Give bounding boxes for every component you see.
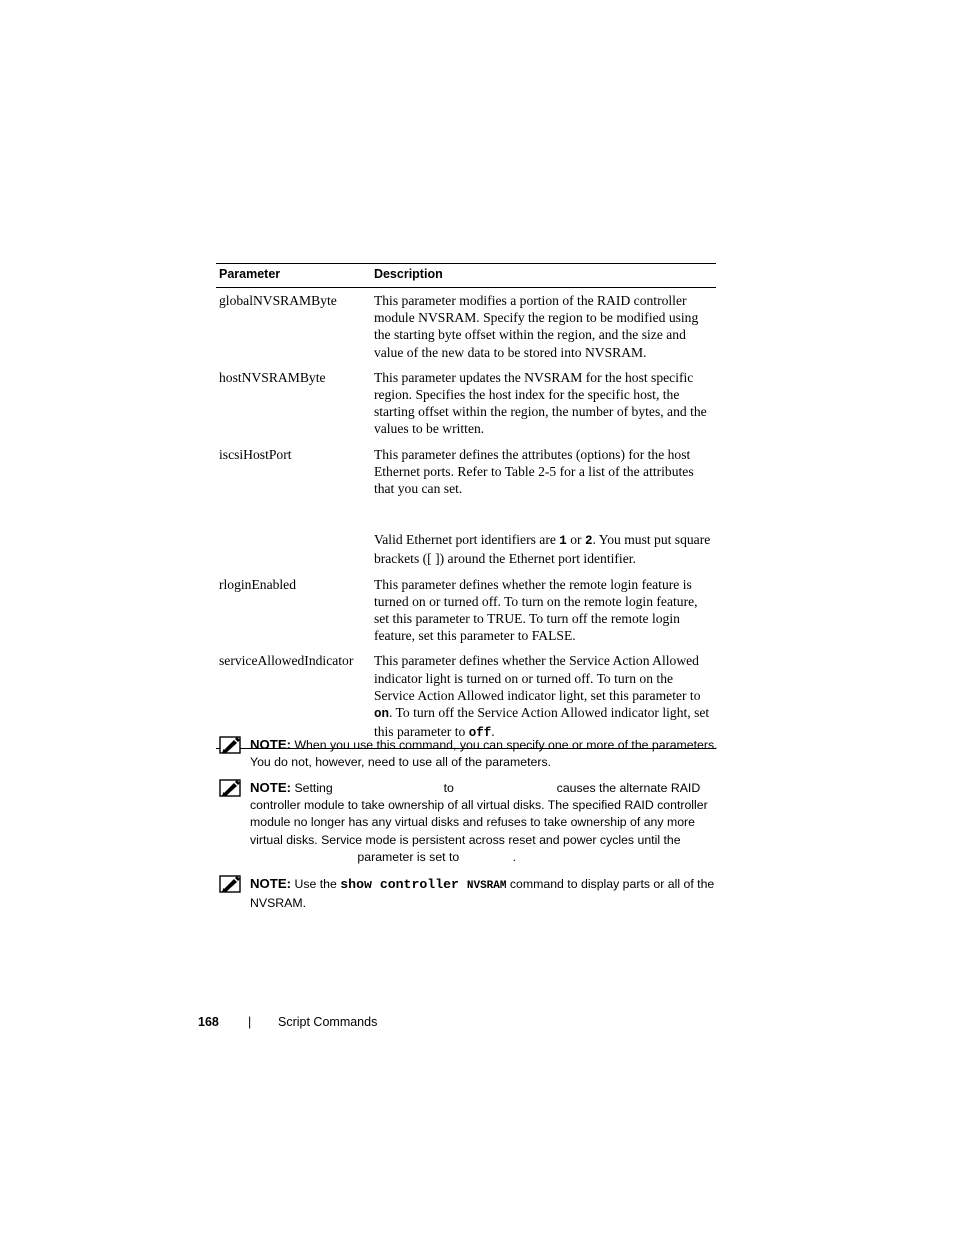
description-text: This parameter defines whether the Service Action Allowed indicator light is turned on or turned off. To turn on the Service Action Allowed indicator light, set this parameter to xyxy=(373,653,701,703)
description-text: . xyxy=(491,724,495,740)
code-port-2: 2 xyxy=(584,534,593,549)
paragraph-gap xyxy=(374,514,713,531)
note-body: parameter is set to xyxy=(354,849,463,864)
table-row xyxy=(216,446,716,576)
note-text xyxy=(250,875,719,912)
note-body: . xyxy=(512,849,517,864)
parameter-name: globalNVSRAMByte xyxy=(219,293,337,308)
parameter-table-container xyxy=(216,263,716,749)
table-row xyxy=(216,369,716,446)
code-port-1: 1 xyxy=(559,534,567,549)
parameter-description: This parameter defines whether the remote login feature is turned on or turned off. To turn on the remote login feature, set this parameter to TRUE. To turn off the remote login feature, set this parameter to FALSE. xyxy=(373,576,698,644)
note-body: When you use this command, you can specify one or more of the parameters. You do not, however, need to use all of the parameters. xyxy=(250,738,718,770)
parameter-name: serviceAllowedIndicator xyxy=(216,652,371,749)
description-text: . You must put square brackets ([ ]) around the Ethernet port identifier. xyxy=(373,532,711,567)
table-row xyxy=(216,576,716,653)
description-text: or xyxy=(566,532,585,548)
note-body: command to display parts or all of the NVSRAM. xyxy=(250,877,715,911)
note-body: Use the xyxy=(291,877,341,891)
footer-section-title: Script Commands xyxy=(278,1015,378,1029)
footer-separator: | xyxy=(248,1015,252,1029)
parameter-description xyxy=(371,446,716,576)
table-row xyxy=(216,652,716,749)
page-number: 168 xyxy=(198,1015,219,1029)
note-label: NOTE: xyxy=(250,780,292,795)
parameter-description xyxy=(371,652,716,749)
table-header-row xyxy=(216,264,716,288)
note-text xyxy=(250,779,719,866)
parameter-description: This parameter updates the NVSRAM for the host specific region. Specifies the host index for the specific host, the starting offset within the region, the number of bytes, and the values to be written. xyxy=(373,369,707,437)
parameter-name: hostNVSRAMByte xyxy=(219,369,326,385)
header-description: Description xyxy=(371,264,716,288)
code-on: on xyxy=(373,707,389,722)
header-parameter: Parameter xyxy=(216,264,371,288)
parameter-description: This parameter modifies a portion of the RAID controller module NVSRAM. Specify the region to be modified using the starting byte offset within the region, and the size and value of the new data to be stored into NVSRAM. xyxy=(373,293,699,360)
note-body: to xyxy=(440,781,458,795)
description-text: Valid Ethernet port identifiers are xyxy=(373,532,560,548)
parameter-table xyxy=(216,263,716,749)
parameter-name: rloginEnabled xyxy=(219,576,297,592)
note-body: Setting xyxy=(291,781,337,795)
command-text-nvsram: NVSRAM xyxy=(466,880,507,892)
parameter-name: iscsiHostPort xyxy=(219,446,292,462)
pencil-note-icon xyxy=(219,875,241,893)
pencil-note-icon xyxy=(219,736,241,754)
paragraph-gap xyxy=(374,497,713,514)
pencil-note-icon xyxy=(219,779,241,797)
note-label: NOTE: xyxy=(250,737,292,752)
note-label: NOTE: xyxy=(250,876,292,891)
description-text: . To turn off the Service Action Allowed indicator light, set this parameter to xyxy=(373,705,710,740)
note-body: causes the alternate RAID controller module to take ownership of all virtual disks. The specified RAID controller module no longer has any virtual disks and refuses to take ownership of any more virtual disks. Service mode is persistent across reset and power cycles until the xyxy=(250,781,708,847)
code-off: off xyxy=(468,726,492,741)
table-row xyxy=(216,288,716,369)
note-1 xyxy=(219,736,719,771)
note-2 xyxy=(219,779,719,866)
note-3 xyxy=(219,875,719,912)
command-text: show controller xyxy=(340,877,467,892)
note-text xyxy=(250,736,719,771)
description-text: This parameter defines the attributes (options) for the host Ethernet ports. Refer to Table 2-5 for a list of the attributes that you can set. xyxy=(373,446,694,497)
